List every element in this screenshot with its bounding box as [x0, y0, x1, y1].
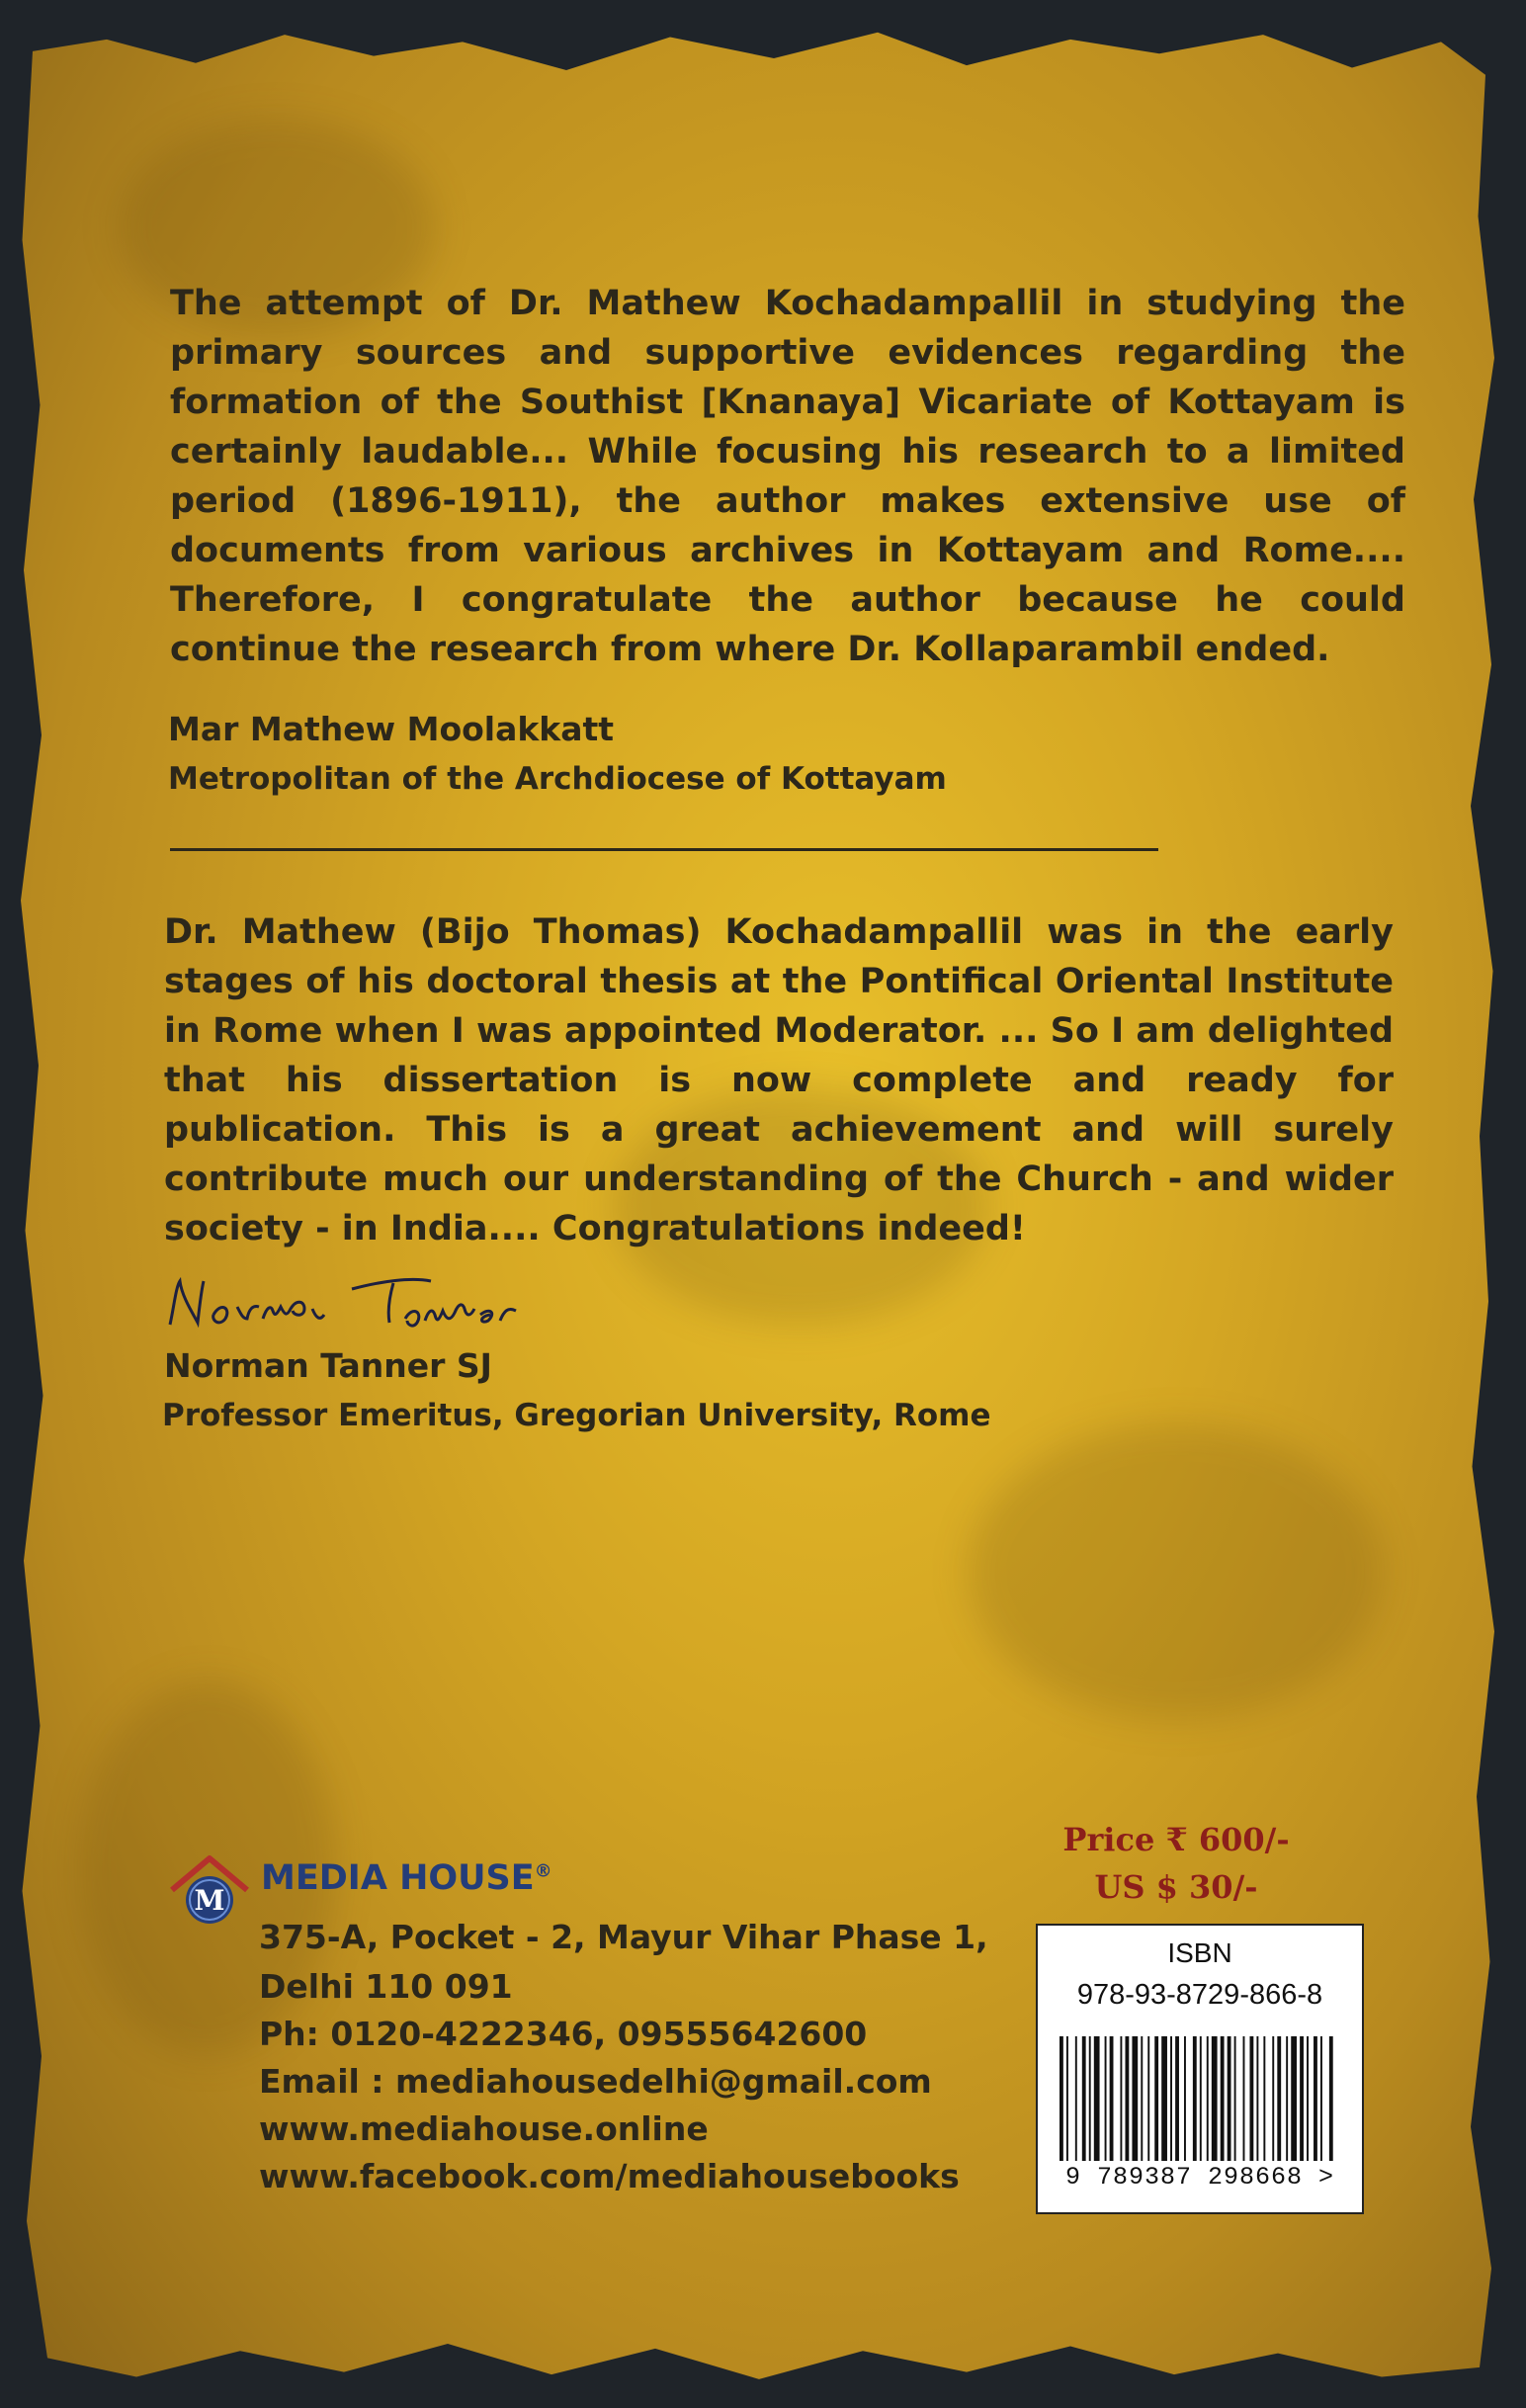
barcode-bar [1228, 2036, 1231, 2161]
barcode-bar [1175, 2036, 1179, 2161]
isbn-number: 978-93-8729-866-8 [1076, 1979, 1323, 2011]
barcode-bar [1141, 2036, 1143, 2161]
barcode-bar [1075, 2036, 1077, 2161]
barcode-bar [1234, 2036, 1236, 2161]
review-2-author: Norman Tanner SJ [164, 1346, 492, 1385]
publisher-name-text: MEDIA HOUSE [261, 1858, 535, 1898]
barcode-bar [1132, 2036, 1138, 2161]
barcode-bar [1256, 2036, 1258, 2161]
barcode-bar [1184, 2036, 1186, 2161]
barcode-bar [1249, 2036, 1253, 2161]
barcode-bar [1329, 2036, 1333, 2161]
barcode-bar [1110, 2036, 1114, 2161]
barcode-bar [1221, 2036, 1225, 2161]
barcode-bar [1193, 2036, 1197, 2161]
barcode-bar [1263, 2036, 1265, 2161]
barcode-bar [1291, 2036, 1297, 2161]
barcode-bar [1300, 2036, 1304, 2161]
barcode-bar [1200, 2036, 1202, 2161]
review-1-author-title: Metropolitan of the Archdiocese of Kottayam [168, 761, 947, 797]
barcode-bar [1105, 2036, 1107, 2161]
publisher-phone: Ph: 0120-4222346, 09555642600 [259, 2015, 868, 2053]
price-usd: US $ 30/- [1094, 1868, 1258, 1906]
barcode-bar [1120, 2036, 1122, 2161]
isbn-barcode-box [1036, 1924, 1364, 2214]
barcode-bar [1060, 2036, 1063, 2161]
publisher-address-2: Delhi 110 091 [259, 1967, 513, 2006]
barcode-bar [1089, 2036, 1091, 2161]
registered-mark: ® [534, 1860, 552, 1882]
review-quote-2: Dr. Mathew (Bijo Thomas) Kochadampallil was in the early stages of his doctoral thesis at the Pontifical Oriental Institute in Rome when I was appointed Moderator. ... So I am delighted that his dissertation is now complete and ready for publication. This is a great achievement and will surely contribute much our understanding of the Church - and wider society - in India.... Congratulations indeed! [164, 912, 1394, 1248]
barcode-digits: 9 789387 298668 > [1064, 2163, 1335, 2192]
barcode-bar [1082, 2036, 1086, 2161]
barcode-bar [1272, 2036, 1274, 2161]
publisher-info [168, 1850, 1018, 2226]
barcode-bar [1066, 2036, 1068, 2161]
barcode-bar [1147, 2036, 1149, 2161]
barcode-bar [1307, 2036, 1309, 2161]
signature-image [164, 1267, 579, 1336]
publisher-email: Email : mediahousedelhi@gmail.com [259, 2062, 932, 2101]
publisher-address-1: 375-A, Pocket - 2, Mayur Vihar Phase 1, [259, 1918, 988, 1956]
barcode-bar [1320, 2036, 1322, 2161]
price-inr: Price ₹ 600/- [1062, 1821, 1290, 1858]
publisher-name [261, 1858, 552, 1898]
barcode-bar [1161, 2036, 1167, 2161]
barcode-bar [1243, 2036, 1245, 2161]
review-1-author: Mar Mathew Moolakkatt [168, 710, 615, 748]
barcode-image [1056, 2036, 1348, 2165]
review-2-author-title: Professor Emeritus, Gregorian University, Rome [162, 1398, 991, 1433]
publisher-website: www.mediahouse.online [259, 2109, 709, 2148]
barcode-bar [1170, 2036, 1172, 2161]
review-quote-1: The attempt of Dr. Mathew Kochadampallil in studying the primary sources and supportive evidences regarding the formation of the Southist [Knanaya] Vicariate of Kottayam is certainly laudable... While focusing his research to a limited period (1896-1911), the author makes extensive use of documents from various archives in Kottayam and Rome.... Therefore, I congratulate the author because he could continue the research from where Dr. Kollaparambil ended. [170, 284, 1405, 669]
barcode-bar [1094, 2036, 1100, 2161]
media-house-logo [168, 1850, 251, 1934]
logo-letter: M [194, 1884, 225, 1917]
publisher-facebook: www.facebook.com/mediahousebooks [259, 2157, 960, 2195]
barcode-bar [1314, 2036, 1317, 2161]
barcode-bar [1286, 2036, 1288, 2161]
barcode-bar [1154, 2036, 1158, 2161]
barcode-bar [1125, 2036, 1129, 2161]
barcode-bar [1212, 2036, 1218, 2161]
barcode-bar [1277, 2036, 1281, 2161]
isbn-label: ISBN [1167, 1937, 1232, 1968]
section-divider [170, 848, 1158, 851]
barcode-bar [1207, 2036, 1209, 2161]
